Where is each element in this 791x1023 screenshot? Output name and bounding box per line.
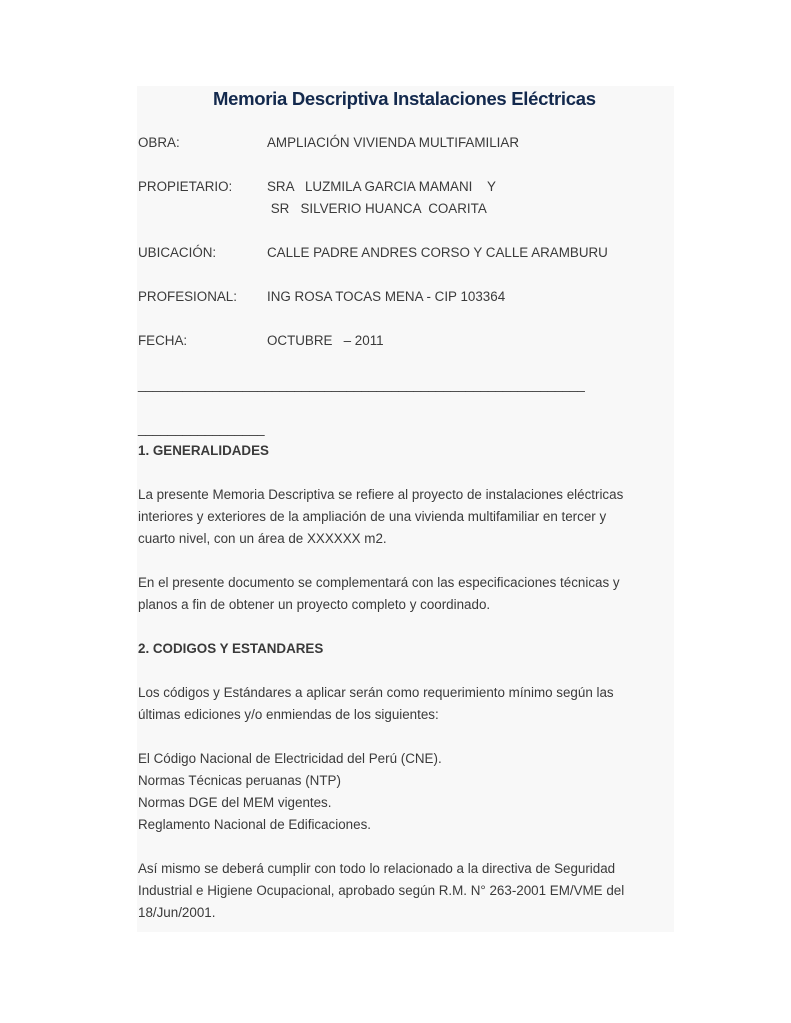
paragraph-line: planos a fin de obtener un proyecto completo y coordinado. <box>138 597 491 612</box>
field-propietario <box>138 176 678 198</box>
field-fecha <box>138 330 678 352</box>
field-value: OCTUBRE – 2011 <box>267 333 384 348</box>
field-label: OBRA: <box>138 135 180 150</box>
field-label: UBICACIÓN: <box>138 245 217 260</box>
list-item: El Código Nacional de Electricidad del Perú (CNE). <box>138 751 442 766</box>
separator-short: _________________ <box>138 421 265 436</box>
document-title: Memoria Descriptiva Instalaciones Eléctricas <box>213 88 596 109</box>
field-profesional <box>138 286 678 308</box>
paragraph-line: Industrial e Higiene Ocupacional, aprobado según R.M. N° 263-2001 EM/VME del <box>138 883 625 898</box>
paragraph-line: Así mismo se deberá cumplir con todo lo relacionado a la directiva de Seguridad <box>138 861 616 876</box>
paragraph-line: cuarto nivel, con un área de XXXXXX m2. <box>138 531 387 546</box>
paragraph-line: 18/Jun/2001. <box>138 905 216 920</box>
section-heading-codigos: 2. CODIGOS Y ESTANDARES <box>138 641 324 656</box>
list-item: Reglamento Nacional de Edificaciones. <box>138 817 371 832</box>
paragraph-line: En el presente documento se complementará con las especificaciones técnicas y <box>138 575 620 590</box>
paragraph-line: interiores y exteriores de la ampliación de una vivienda multifamiliar en tercer y <box>138 509 607 524</box>
field-propietario-cont <box>138 198 678 220</box>
field-label: PROPIETARIO: <box>138 179 233 194</box>
field-label: PROFESIONAL: <box>138 289 237 304</box>
field-obra <box>138 132 678 154</box>
list-item: Normas Técnicas peruanas (NTP) <box>138 773 341 788</box>
section-heading-generalidades: 1. GENERALIDADES <box>138 443 269 458</box>
field-ubicacion <box>138 242 678 264</box>
field-label: FECHA: <box>138 333 188 348</box>
document-body <box>138 88 678 924</box>
field-value: SRA LUZMILA GARCIA MAMANI Y <box>267 179 496 194</box>
field-value: ING ROSA TOCAS MENA - CIP 103364 <box>267 289 506 304</box>
field-value: SR SILVERIO HUANCA COARITA <box>267 201 487 216</box>
list-item: Normas DGE del MEM vigentes. <box>138 795 332 810</box>
field-value: AMPLIACIÓN VIVIENDA MULTIFAMILIAR <box>267 135 519 150</box>
paragraph-line: La presente Memoria Descriptiva se refiere al proyecto de instalaciones eléctricas <box>138 487 624 502</box>
separator-long: ____________________________________________________________ <box>138 377 585 392</box>
paragraph-line: Los códigos y Estándares a aplicar serán como requerimiento mínimo según las <box>138 685 614 700</box>
field-value: CALLE PADRE ANDRES CORSO Y CALLE ARAMBURU <box>267 245 608 260</box>
paragraph-line: últimas ediciones y/o enmiendas de los siguientes: <box>138 707 439 722</box>
